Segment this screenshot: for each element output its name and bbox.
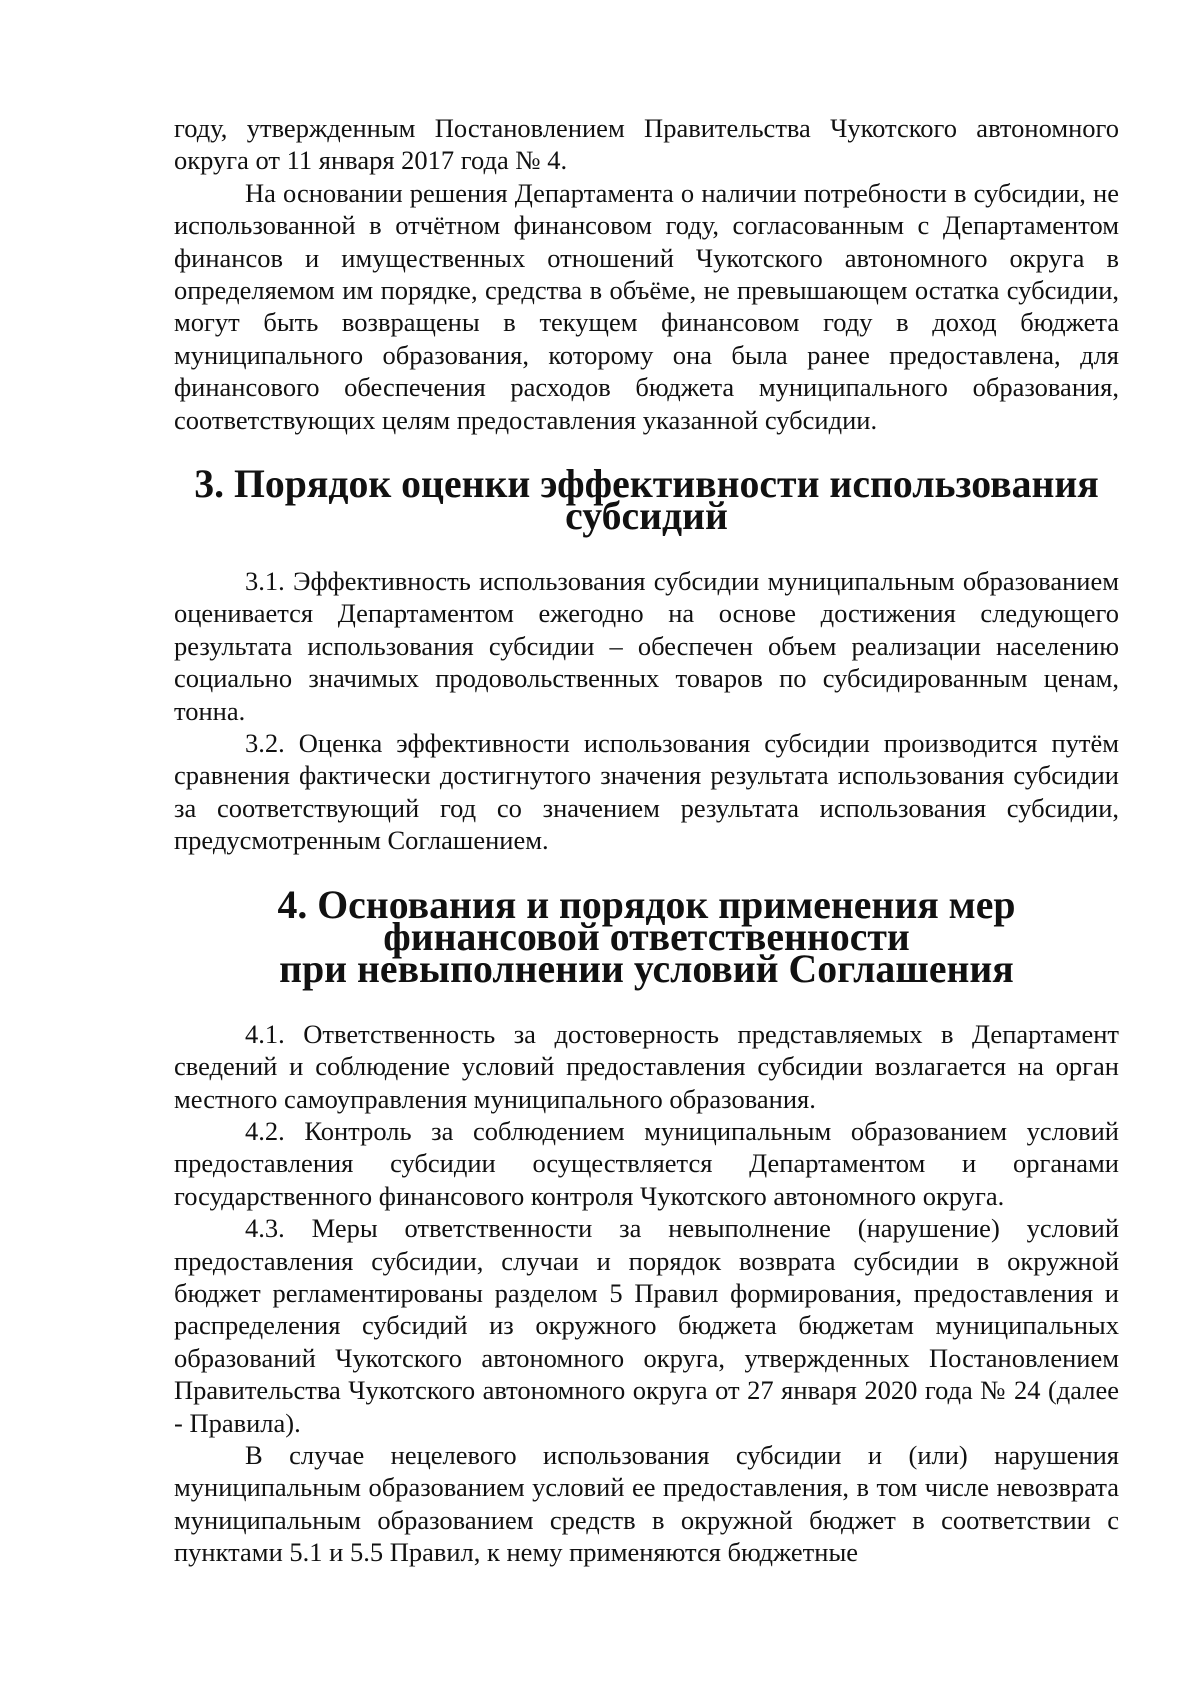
paragraph-4-3: 4.3. Меры ответственности за невыполнение (нарушение) условий предоставления субсидии, случаи и порядок возврата субсидии в окружной бюджет регламентированы разделом 5 Правил формирования, предоставления и распределения субсидий из окружного бюджета бюджетам муниципальных образований Чукотского автономного округа, утвержденных Постановлением Правительства Чукотского автономного округа от 27 января 2020 года № 24 (далее - Правила). bbox=[174, 1213, 1119, 1438]
paragraph-4-1: 4.1. Ответственность за достоверность представляемых в Департамент сведений и соблюдение условий предоставления субсидии возлагается на орган местного самоуправления муниципального образования. bbox=[174, 1018, 1119, 1114]
paragraph-3-2: 3.2. Оценка эффективности использования субсидии производится путём сравнения фактически достигнутого значения результата использования субсидии за соответствующий год со значением результата использования субсидии, предусмотренным Соглашением. bbox=[174, 727, 1119, 856]
paragraph-intro-tail: году, утвержденным Постановлением Правительства Чукотского автономного округа от 11 января 2017 года № 4. bbox=[174, 113, 1119, 176]
section-3-heading: 3. Порядок оценки эффективности использования субсидий bbox=[194, 462, 1099, 539]
section-4-heading bbox=[174, 882, 1119, 992]
paragraph-misuse: В случае нецелевого использования субсидии и (или) нарушения муниципальным образованием условий ее предоставления, в том числе невозврата муниципальным образованием средств в окружной бюджет в соответствии с пунктами 5.1 и 5.5 Правил, к нему применяются бюджетные bbox=[174, 1440, 1119, 1568]
document-body bbox=[174, 112, 1119, 1569]
paragraph-subsidy-return: На основании решения Департамента о наличии потребности в субсидии, не использованной в отчётном финансовом году, согласованным с Департаментом финансов и имущественных отношений Чукотского автономного округа в определяемом им порядке, средства в объёме, не превышающем остатка субсидии, могут быть возвращены в текущем финансовом году в доход бюджета муниципального образования, которому она была ранее предоставлена, для финансового обеспечения расходов бюджета муниципального образования, соответствующих целям предоставления указанной субсидии. bbox=[174, 177, 1119, 435]
section-4-heading-line2: при невыполнении условий Соглашения bbox=[279, 947, 1014, 992]
paragraph-3-1: 3.1. Эффективность использования субсидии муниципальным образованием оценивается Департаментом ежегодно на основе достижения следующего результата использования субсидии – обеспечен объем реализации населению социально значимых продовольственных товаров по субсидированным ценам, тонна. bbox=[174, 565, 1119, 726]
paragraph-4-2: 4.2. Контроль за соблюдением муниципальным образованием условий предоставления субсидии осуществляется Департаментом и органами государственного финансового контроля Чукотского автономного округа. bbox=[174, 1115, 1119, 1211]
section-4-heading-line1: 4. Основания и порядок применения мер финансовой ответственности bbox=[277, 882, 1016, 959]
